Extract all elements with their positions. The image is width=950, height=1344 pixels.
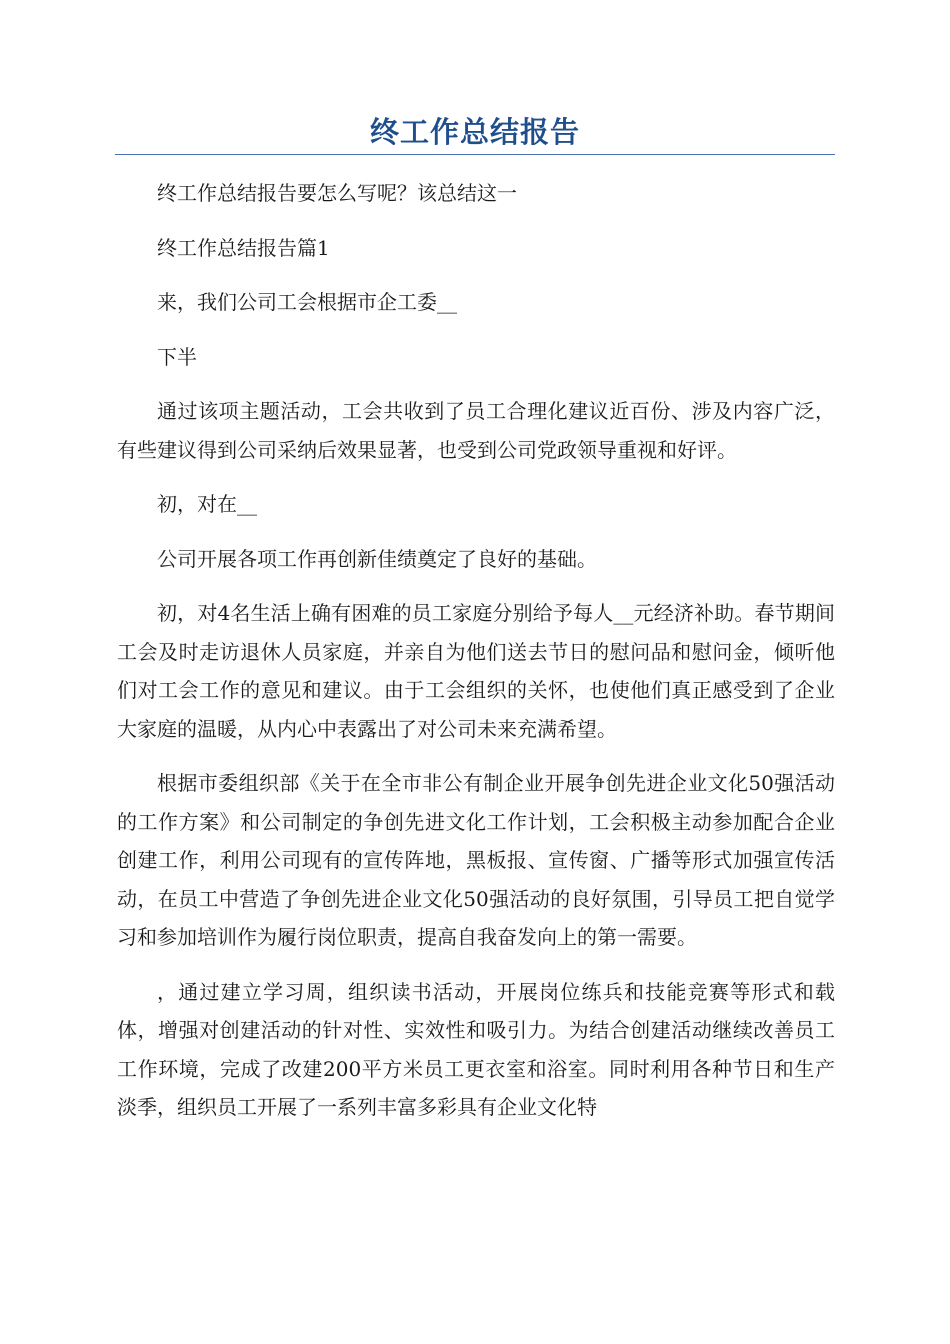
paragraph: 公司开展各项工作再创新佳绩奠定了良好的基础。: [157, 546, 597, 571]
paragraph: 终工作总结报告要怎么写呢？该总结这一: [157, 181, 517, 205]
paragraph: 初，对4名生活上确有困难的员工家庭分别给予每人__元经济补助。春节期间工会及时走访退休人员家庭，并亲自为他们送去节日的慰问品和慰问金，倾听他们对工会工作的意见和建议。由于工会组织的关怀，也使他们真正感受到了企业大家庭的温暖，从内心中表露出了对公司未来充满希望。: [117, 601, 835, 741]
paragraph: 初，对在__: [157, 492, 257, 516]
paragraph: 来，我们公司工会根据市企工委__: [157, 290, 457, 314]
paragraph: 根据市委组织部《关于在全市非公有制企业开展争创先进企业文化50强活动的工作方案》和公司制定的争创先进文化工作计划，工会积极主动参加配合企业创建工作，利用公司现有的宣传阵地，黑板报、宣传窗、广播等形式加强宣传活动，在员工中营造了争创先进企业文化50强活动的良好氛围，引导员工把自觉学习和参加培训作为履行岗位职责，提高自我奋发向上的第一需要。: [117, 771, 835, 949]
document-body: [117, 174, 835, 1143]
paragraph: 终工作总结报告篇1: [157, 235, 330, 260]
paragraph: ，通过建立学习周，组织读书活动，开展岗位练兵和技能竞赛等形式和载体，增强对创建活动的针对性、实效性和吸引力。为结合创建活动继续改善员工工作环境，完成了改建200平方米员工更衣室和浴室。同时利用各种节日和生产淡季，组织员工开展了一系列丰富多彩具有企业文化特: [117, 979, 835, 1119]
title-underline: [115, 154, 835, 155]
paragraph: 下半: [157, 344, 197, 369]
document-title: 终工作总结报告: [369, 115, 580, 149]
paragraph: 通过该项主题活动，工会共收到了员工合理化建议近百份、涉及内容广泛，有些建议得到公司采纳后效果显著，也受到公司党政领导重视和好评。: [117, 399, 835, 462]
